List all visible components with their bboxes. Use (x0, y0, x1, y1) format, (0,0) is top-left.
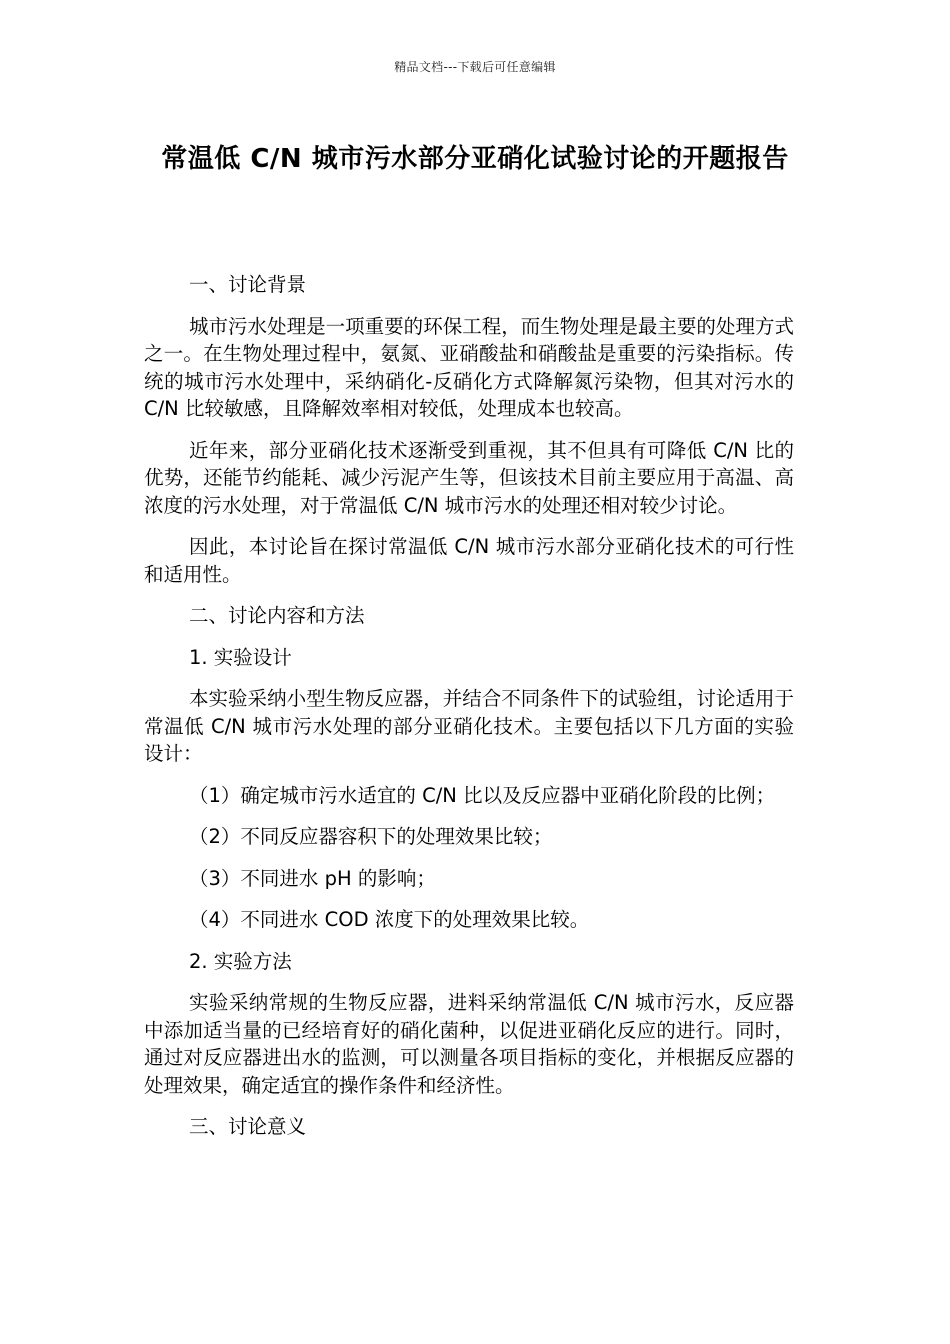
subsection-heading-experiment-design: 1. 实验设计 (189, 645, 292, 669)
paragraph-experiment-design: 本实验采纳小型生物反应器，并结合不同条件下的试验组，讨论适用于常温低 C/N 城市污水处理的部分亚硝化技术。主要包括以下几方面的实验设计： (144, 687, 794, 765)
paragraph-experiment-method: 实验采纳常规的生物反应器，进料采纳常温低 C/N 城市污水，反应器中添加适当量的已经培育好的硝化菌种，以促进亚硝化反应的进行。同时，通过对反应器进出水的监测，可以测量各项目指标的变化，并根据反应器的处理效果，确定适宜的操作条件和经济性。 (144, 991, 794, 1097)
section-heading-content-methods: 二、讨论内容和方法 (189, 604, 365, 627)
paragraph-background-2: 近年来，部分亚硝化技术逐渐受到重视，其不但具有可降低 C/N 比的优势，还能节约能耗、减少污泥产生等，但该技术目前主要应用于高温、高浓度的污水处理，对于常温低 C/N 城市污水的处理还相对较少讨论。 (144, 438, 794, 517)
section-heading-significance: 三、讨论意义 (189, 1115, 307, 1138)
design-list-item: （3）不同进水 pH 的影响； (189, 866, 436, 890)
subsection-heading-experiment-method: 2. 实验方法 (189, 949, 292, 973)
section-heading-background: 一、讨论背景 (189, 273, 307, 296)
header-note: 精品文档---下载后可任意编辑 (394, 60, 556, 74)
paragraph-background-1: 城市污水处理是一项重要的环保工程，而生物处理是最主要的处理方式之一。在生物处理过程中，氨氮、亚硝酸盐和硝酸盐是重要的污染指标。传统的城市污水处理中，采纳硝化-反硝化方式降解氮污染物，但其对污水的 C/N 比较敏感，且降解效率相对较低，处理成本也较高。 (144, 314, 794, 420)
design-list-item: （2）不同反应器容积下的处理效果比较； (189, 825, 553, 848)
design-list-item: （1）确定城市污水适宜的 C/N 比以及反应器中亚硝化阶段的比例； (189, 783, 776, 807)
paragraph-background-3: 因此，本讨论旨在探讨常温低 C/N 城市污水部分亚硝化技术的可行性和适用性。 (144, 535, 794, 586)
document-title: 常温低 C/N 城市污水部分亚硝化试验讨论的开题报告 (161, 144, 789, 174)
design-list-item: （4）不同进水 COD 浓度下的处理效果比较。 (189, 908, 590, 931)
document-body (144, 271, 794, 1155)
